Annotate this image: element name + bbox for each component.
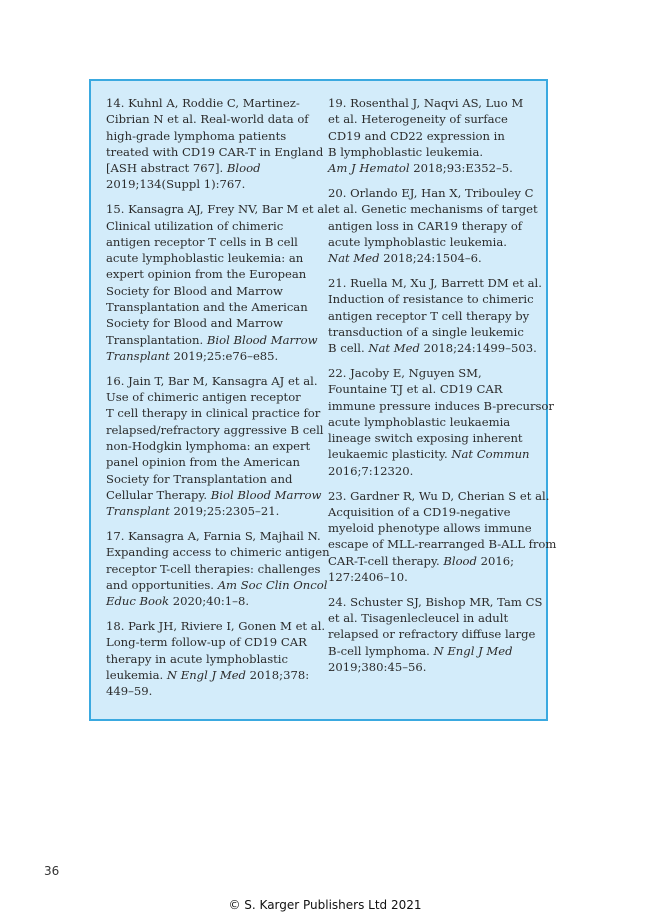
- reference-line: [328, 594, 543, 610]
- reference-text: expert opinion from the European: [106, 267, 307, 282]
- reference-line: [328, 340, 538, 356]
- reference-line: [328, 626, 538, 642]
- reference-text: 2016;: [476, 553, 515, 568]
- reference-line: [106, 234, 319, 250]
- reference-text: 19. Rosenthal J, Naqvi AS, Luo M: [328, 96, 524, 110]
- reference-text: Clinical utilization of chimeric: [106, 218, 284, 233]
- reference-line: [106, 544, 330, 560]
- reference-line: [328, 234, 538, 250]
- reference-text: Fountaine TJ et al. CD19 CAR: [328, 382, 503, 397]
- reference-text: relapsed/refractory aggressive B cell: [106, 422, 324, 437]
- journal-name: Biol Blood Marrow: [210, 487, 322, 502]
- reference-text: Society for Transplantation and: [106, 471, 293, 486]
- reference-line: [106, 593, 319, 609]
- reference-line: [106, 266, 319, 282]
- journal-name: Nat Med: [368, 341, 420, 356]
- reference-text: Induction of resistance to chimeric: [328, 292, 534, 307]
- reference-text: escape of MLL-rearranged B-ALL from: [328, 537, 557, 552]
- reference-text: relapsed or refractory diffuse large: [328, 627, 536, 642]
- reference-line: [328, 398, 554, 414]
- reference-text: B-cell lymphoma.: [328, 643, 434, 658]
- reference-line: [106, 176, 319, 192]
- reference-line: [328, 291, 538, 307]
- reference-text: 2018;93:E352–5.: [409, 161, 513, 176]
- reference-text: 2019;25:e76–e85.: [169, 348, 279, 363]
- reference-line: [106, 405, 319, 421]
- reference-text: Society for Blood and Marrow: [106, 316, 283, 331]
- reference-line: [328, 95, 538, 111]
- reference-text: 18. Park JH, Riviere I, Gonen M et al.: [106, 618, 326, 633]
- reference-text: CAR-T-cell therapy.: [328, 553, 444, 568]
- reference-text: lineage switch exposing inherent: [328, 431, 523, 446]
- reference-text: Acquisition of a CD19-negative: [328, 504, 511, 519]
- reference-line: [328, 144, 538, 160]
- reference-line: [328, 569, 538, 585]
- references-box: [89, 79, 557, 721]
- reference-line: [328, 250, 538, 266]
- reference-text: Long-term follow-up of CD19 CAR: [106, 635, 307, 650]
- reference-line: [106, 144, 324, 160]
- reference-line: [328, 185, 538, 201]
- reference-line: [106, 160, 319, 176]
- reference-text: treated with CD19 CAR-T in England: [106, 144, 324, 159]
- journal-name: Educ Book: [106, 594, 170, 609]
- reference-text: B lymphoblastic leukemia.: [328, 144, 484, 159]
- reference-entry: [328, 185, 538, 266]
- reference-line: [106, 667, 319, 683]
- journal-name: Am Soc Clin Oncol: [217, 577, 328, 592]
- reference-entry: [106, 528, 330, 609]
- reference-line: [106, 315, 319, 331]
- reference-line: [106, 683, 319, 699]
- reference-text: 21. Ruella M, Xu J, Barrett DM et al.: [328, 275, 542, 290]
- reference-entry: [328, 488, 557, 586]
- reference-line: [328, 430, 538, 446]
- reference-line: [106, 283, 319, 299]
- reference-text: B cell.: [328, 341, 369, 356]
- reference-text: Expanding access to chimeric antigen: [106, 545, 330, 560]
- reference-text: and opportunities.: [106, 577, 218, 592]
- reference-text: 127:2406–10.: [328, 570, 408, 585]
- reference-line: [106, 422, 324, 438]
- reference-line: [106, 95, 319, 111]
- reference-text: 2019;25:2305–21.: [169, 504, 280, 519]
- reference-text: 17. Kansagra A, Farnia S, Majhail N.: [106, 528, 321, 543]
- reference-entry: [106, 201, 332, 364]
- reference-text: acute lymphoblastic leukemia: an: [106, 251, 304, 266]
- reference-line: [328, 463, 538, 479]
- reference-line: [106, 634, 319, 650]
- reference-text: CD19 and CD22 expression in: [328, 128, 505, 143]
- reference-line: [328, 446, 538, 462]
- reference-text: 2019;134(Suppl 1):767.: [106, 177, 246, 192]
- reference-line: [328, 201, 538, 217]
- reference-line: [106, 561, 319, 577]
- reference-text: [ASH abstract 767].: [106, 161, 227, 176]
- reference-text: non-Hodgkin lymphoma: an expert: [106, 438, 311, 453]
- reference-line: [328, 520, 538, 536]
- reference-line: [106, 389, 319, 405]
- reference-text: Transplantation.: [106, 332, 207, 347]
- reference-text: 449–59.: [106, 684, 153, 699]
- reference-text: antigen loss in CAR19 therapy of: [328, 218, 523, 233]
- reference-text: 22. Jacoby E, Nguyen SM,: [328, 365, 482, 380]
- reference-line: [106, 299, 319, 315]
- journal-name: Biol Blood Marrow: [206, 332, 318, 347]
- reference-line: [106, 373, 319, 389]
- reference-line: [106, 348, 319, 364]
- reference-line: [328, 659, 538, 675]
- reference-line: [328, 536, 557, 552]
- reference-text: Cibrian N et al. Real-world data of: [106, 112, 309, 127]
- reference-text: et al. Heterogeneity of surface: [328, 112, 508, 127]
- reference-line: [328, 504, 538, 520]
- reference-line: [328, 414, 538, 430]
- reference-line: [328, 218, 538, 234]
- references-column-right: [328, 95, 557, 684]
- reference-text: 2018;24:1504–6.: [379, 251, 482, 266]
- reference-line: [106, 218, 319, 234]
- reference-entry: [328, 365, 554, 479]
- copyright-notice: © S. Karger Publishers Ltd 2021: [228, 898, 422, 912]
- journal-name: Blood: [443, 553, 477, 568]
- reference-text: transduction of a single leukemic: [328, 324, 524, 339]
- reference-text: leukaemic plasticity.: [328, 447, 452, 462]
- reference-text: leukemia.: [106, 667, 167, 682]
- journal-name: Am J Hematol: [328, 161, 410, 176]
- reference-entry: [328, 594, 543, 675]
- reference-entry: [328, 95, 538, 176]
- reference-line: [106, 577, 328, 593]
- reference-entry: [106, 95, 324, 193]
- reference-text: therapy in acute lymphoblastic: [106, 651, 289, 666]
- reference-text: receptor T-cell therapies: challenges: [106, 561, 321, 576]
- reference-text: Use of chimeric antigen receptor: [106, 390, 301, 405]
- journal-name: Transplant: [106, 504, 170, 519]
- reference-line: [328, 324, 538, 340]
- reference-line: [106, 128, 319, 144]
- reference-line: [106, 651, 319, 667]
- reference-line: [328, 308, 538, 324]
- reference-text: 2016;7:12320.: [328, 463, 414, 478]
- reference-text: panel opinion from the American: [106, 455, 300, 470]
- reference-text: immune pressure induces B-precursor: [328, 398, 554, 413]
- reference-text: et al. Genetic mechanisms of target: [328, 202, 538, 217]
- reference-text: 16. Jain T, Bar M, Kansagra AJ et al.: [106, 373, 318, 388]
- reference-line: [328, 275, 542, 291]
- reference-text: high-grade lymphoma patients: [106, 128, 287, 143]
- reference-text: 23. Gardner R, Wu D, Cherian S et al.: [328, 488, 550, 503]
- reference-text: Society for Blood and Marrow: [106, 283, 283, 298]
- reference-text: Cellular Therapy.: [106, 487, 211, 502]
- reference-line: [328, 381, 538, 397]
- reference-line: [106, 487, 322, 503]
- reference-line: [106, 618, 326, 634]
- reference-entry: [106, 618, 326, 699]
- reference-line: [328, 553, 538, 569]
- reference-line: [328, 128, 538, 144]
- reference-text: 2018;24:1499–503.: [419, 341, 537, 356]
- reference-line: [106, 454, 319, 470]
- reference-line: [106, 503, 319, 519]
- reference-entry: [328, 275, 542, 356]
- reference-text: 2020;40:1–8.: [169, 594, 250, 609]
- journal-name: Transplant: [106, 348, 170, 363]
- reference-text: 15. Kansagra AJ, Frey NV, Bar M et al.: [106, 202, 332, 217]
- reference-text: acute lymphoblastic leukemia.: [328, 234, 507, 249]
- reference-text: antigen receptor T cell therapy by: [328, 308, 530, 323]
- journal-name: N Engl J Med: [166, 667, 246, 682]
- reference-entry: [106, 373, 324, 520]
- journal-name: Nat Commun: [451, 447, 530, 462]
- journal-name: N Engl J Med: [433, 643, 513, 658]
- reference-text: acute lymphoblastic leukaemia: [328, 414, 511, 429]
- reference-line: [106, 111, 319, 127]
- reference-text: 24. Schuster SJ, Bishop MR, Tam CS: [328, 594, 543, 609]
- reference-line: [328, 488, 550, 504]
- reference-line: [328, 111, 538, 127]
- page-number: 36: [44, 864, 60, 878]
- reference-text: et al. Tisagenlecleucel in adult: [328, 611, 509, 626]
- reference-text: 14. Kuhnl A, Roddie C, Martinez-: [106, 96, 300, 110]
- reference-text: T cell therapy in clinical practice for: [106, 406, 321, 421]
- reference-text: 2018;378:: [245, 667, 310, 682]
- reference-line: [106, 528, 319, 544]
- journal-name: Blood: [226, 161, 261, 176]
- references-column-left: [106, 95, 332, 708]
- reference-text: 20. Orlando EJ, Han X, Tribouley C: [328, 185, 534, 200]
- reference-line: [328, 610, 538, 626]
- reference-text: 2019;380:45–56.: [328, 660, 427, 674]
- reference-line: [328, 365, 538, 381]
- reference-line: [328, 160, 538, 176]
- reference-text: Transplantation and the American: [106, 300, 308, 315]
- reference-line: [106, 471, 319, 487]
- reference-line: [106, 332, 319, 348]
- reference-line: [328, 643, 538, 659]
- reference-text: antigen receptor T cells in B cell: [106, 234, 298, 249]
- reference-line: [106, 438, 319, 454]
- reference-text: myeloid phenotype allows immune: [328, 521, 532, 536]
- reference-line: [106, 201, 332, 217]
- journal-name: Nat Med: [328, 251, 380, 266]
- reference-line: [106, 250, 319, 266]
